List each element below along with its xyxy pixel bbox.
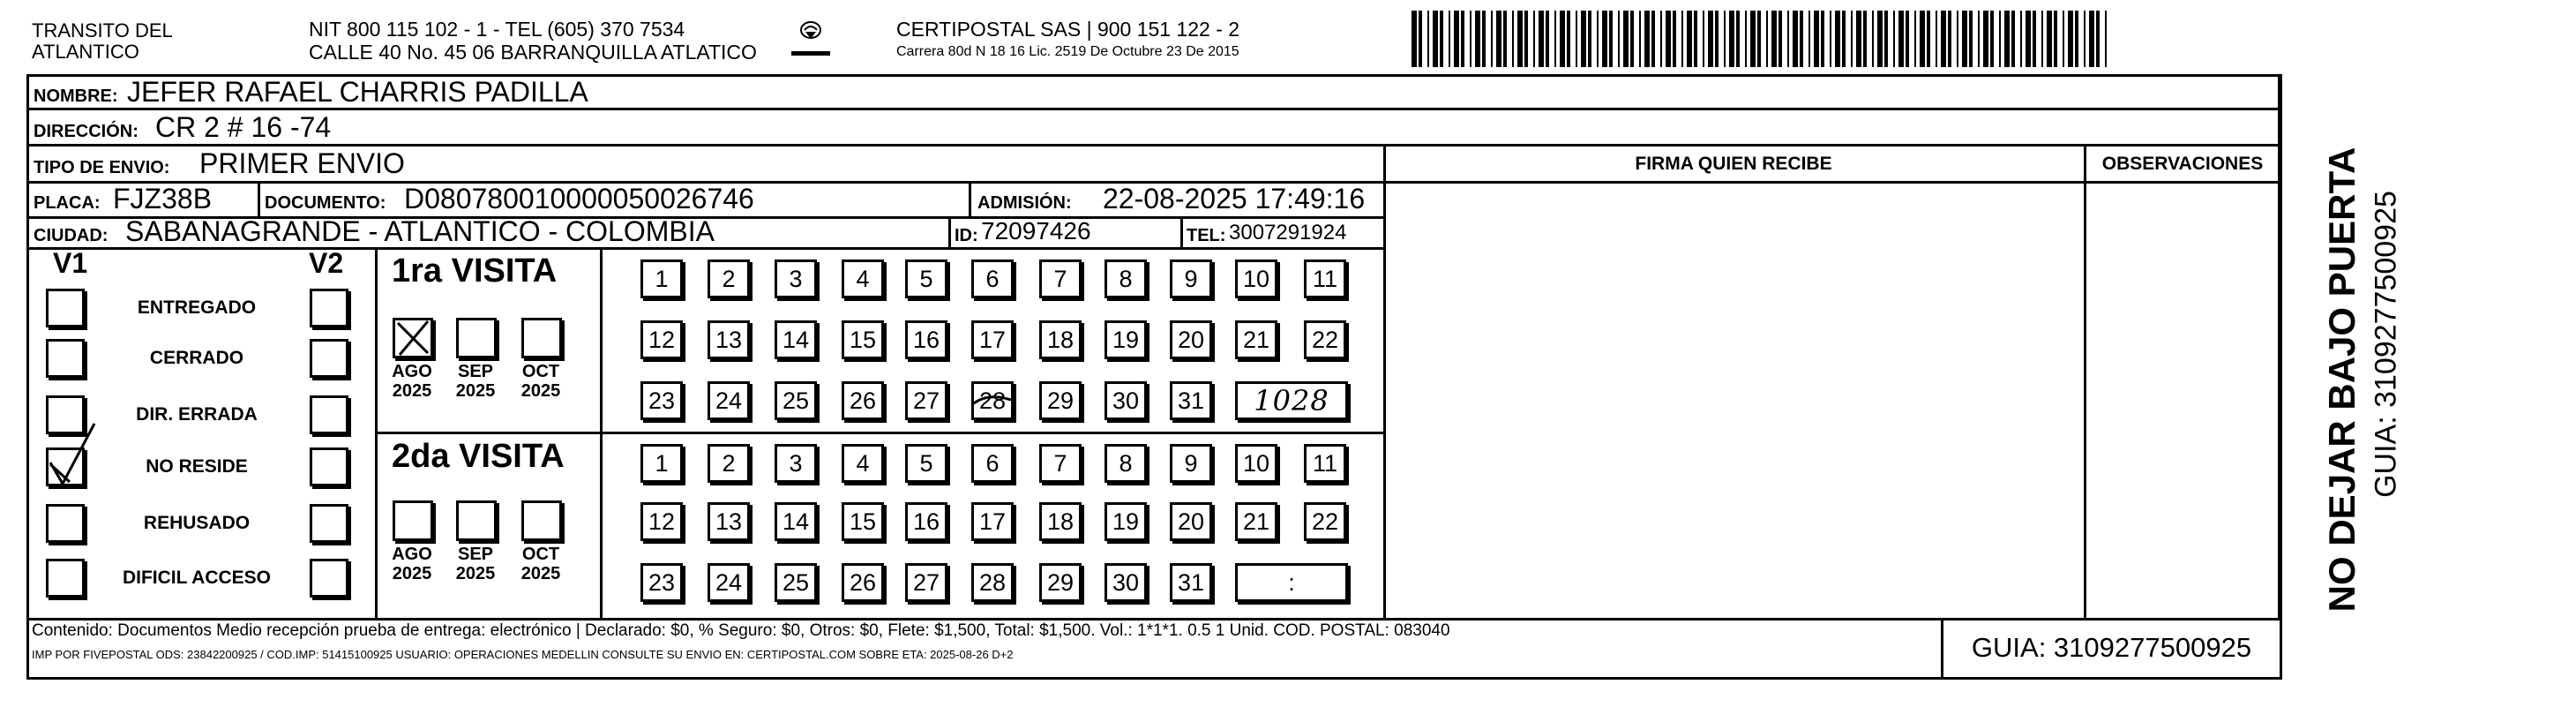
- day-box[interactable]: 9: [1170, 259, 1212, 298]
- status-label: REHUSADO: [143, 513, 251, 533]
- barcode-bar: [1597, 11, 1599, 67]
- month-checkbox[interactable]: [521, 318, 562, 358]
- scribble-icon: [970, 384, 1015, 419]
- barcode-bar: [1863, 11, 1867, 67]
- id-value: 72097426: [981, 217, 1091, 244]
- tel-label: TEL:: [1187, 226, 1226, 245]
- barcode-bar: [1412, 11, 1417, 67]
- second-visit-title: 2da VISITA: [392, 438, 565, 475]
- tipo-envio-label: TIPO DE ENVIO:: [34, 158, 170, 177]
- day-box[interactable]: 3: [775, 259, 817, 298]
- barcode-bar: [1821, 11, 1824, 67]
- nombre-label: NOMBRE:: [34, 86, 118, 106]
- day-box[interactable]: 2: [708, 259, 750, 298]
- month-label: AGO: [392, 362, 432, 381]
- barcode-bar: [1576, 11, 1577, 67]
- day-box[interactable]: 7: [1039, 259, 1082, 298]
- barcode-bar: [1630, 11, 1634, 67]
- barcode-bar: [2075, 11, 2078, 67]
- barcode-bar: [1990, 11, 1994, 67]
- footer-contenido: Contenido: Documentos Medio recepción prueba de entrega: electrónico | Declarado: $0, % Seguro: $0, Otros: $0, Flete: $1,500, Total: $1,500. Vol.: 1*1*1. 0.5 1 Unid. COD. POSTAL: 083040: [32, 621, 1450, 640]
- day-box[interactable]: 18: [1039, 502, 1082, 541]
- barcode-bar: [1644, 11, 1650, 67]
- barcode-bar: [1750, 11, 1756, 67]
- barcode-bar: [1872, 11, 1874, 67]
- barcode-bar: [1983, 11, 1988, 67]
- firma-label: FIRMA QUIEN RECIBE: [1635, 154, 1832, 174]
- barcode-bar: [1708, 11, 1713, 67]
- check-mark-icon: [43, 420, 105, 491]
- courier-name: CERTIPOSTAL SAS | 900 151 122 - 2: [896, 18, 1240, 41]
- tipo-envio-value: PRIMER ENVIO: [199, 147, 405, 179]
- barcode-bar: [2084, 11, 2086, 67]
- barcode-bar: [1651, 11, 1655, 67]
- day-box[interactable]: 19: [1105, 502, 1147, 541]
- barcode-bar: [1920, 11, 1925, 67]
- barcode-bar: [2033, 11, 2036, 67]
- day-box[interactable]: 20: [1170, 502, 1212, 541]
- observaciones-area[interactable]: [2087, 184, 2276, 616]
- sender-name-line2: ATLANTICO: [32, 41, 139, 63]
- v1-checkbox[interactable]: [46, 289, 85, 327]
- barcode-bar: [2047, 11, 2052, 67]
- courier-license: Carrera 80d N 18 16 Lic. 2519 De Octubre 23 De 2015: [896, 44, 1239, 59]
- barcode-bar: [1778, 11, 1782, 67]
- day-box[interactable]: 6: [971, 444, 1014, 483]
- nombre-value: JEFER RAFAEL CHARRIS PADILLA: [127, 76, 588, 108]
- barcode-bar: [1524, 11, 1528, 67]
- barcode-bar: [1503, 11, 1507, 67]
- barcode-bar: [1496, 11, 1501, 67]
- day-box[interactable]: 28: [971, 563, 1014, 602]
- month-label: SEP: [457, 362, 494, 381]
- barcode-bar: [1999, 11, 2001, 67]
- day-box[interactable]: 12: [640, 320, 683, 359]
- courier-logo-icon: [788, 19, 834, 62]
- status-label: CERRADO: [149, 348, 244, 368]
- x-mark-icon: [393, 318, 433, 358]
- day-box[interactable]: 24: [708, 563, 750, 602]
- day-box[interactable]: 26: [842, 381, 884, 420]
- id-label: ID:: [955, 226, 978, 245]
- barcode-bar: [1927, 11, 1930, 67]
- barcode-bar: [2054, 11, 2057, 67]
- v2-checkbox[interactable]: [310, 559, 348, 598]
- barcode-bar: [1491, 11, 1493, 67]
- side-warning: NO DEJAR BAJO PUERTA: [2321, 147, 2363, 613]
- day-box[interactable]: 5: [905, 259, 947, 298]
- barcode-bar: [1969, 11, 1973, 67]
- barcode-bar: [1800, 11, 1803, 67]
- day-box[interactable]: 30: [1105, 381, 1147, 420]
- month-checkbox[interactable]: [393, 500, 433, 541]
- day-box[interactable]: 11: [1304, 444, 1346, 483]
- month-checkbox[interactable]: [393, 318, 433, 358]
- v2-checkbox[interactable]: [310, 289, 348, 327]
- barcode-bar: [1757, 11, 1761, 67]
- ciudad-value: SABANAGRANDE - ATLANTICO - COLOMBIA: [125, 215, 715, 247]
- barcode-bar: [1673, 11, 1676, 67]
- day-box[interactable]: 3: [775, 444, 817, 483]
- admision-label: ADMISIÓN:: [977, 193, 1072, 213]
- barcode-bar: [2105, 11, 2107, 67]
- barcode-bar: [1666, 11, 1671, 67]
- admision-value: 22-08-2025 17:49:16: [1103, 183, 1366, 214]
- day-box[interactable]: 24: [708, 381, 750, 420]
- month-label: AGO: [392, 545, 432, 564]
- sender-name-line1: TRANSITO DEL: [32, 19, 173, 41]
- status-label: NO RESIDE: [146, 456, 248, 477]
- v2-checkbox[interactable]: [310, 395, 348, 434]
- status-label: DIR. ERRADA: [136, 404, 258, 425]
- barcode-bar: [1449, 11, 1450, 67]
- barcode-bar: [1440, 11, 1443, 67]
- day-box[interactable]: 13: [708, 502, 750, 541]
- barcode-bar: [1835, 11, 1840, 67]
- barcode-bar: [1884, 11, 1888, 67]
- day-box[interactable]: 8: [1105, 444, 1147, 483]
- day-box[interactable]: 17: [971, 502, 1014, 541]
- barcode-bar: [1581, 11, 1586, 67]
- barcode-bar: [1618, 11, 1620, 67]
- day-box[interactable]: 16: [905, 502, 947, 541]
- barcode-bar: [1533, 11, 1535, 67]
- day-box[interactable]: 22: [1304, 320, 1346, 359]
- barcode-bar: [1941, 11, 1946, 67]
- barcode-bar: [1639, 11, 1641, 67]
- tel-value: 3007291924: [1229, 221, 1347, 244]
- barcode-bar: [2004, 11, 2010, 67]
- day-box[interactable]: 23: [640, 563, 683, 602]
- day-box[interactable]: 4: [842, 444, 884, 483]
- day-box[interactable]: 9: [1170, 444, 1212, 483]
- barcode-bar: [1482, 11, 1486, 67]
- barcode-bar: [1609, 11, 1613, 67]
- barcode-bar: [1475, 11, 1480, 67]
- day-box[interactable]: 6: [971, 259, 1014, 298]
- barcode-bar: [1793, 11, 1798, 67]
- barcode-bar: [1830, 11, 1831, 67]
- day-box[interactable]: 12: [640, 502, 683, 541]
- day-box[interactable]: 27: [905, 563, 947, 602]
- day-box[interactable]: 29: [1039, 563, 1082, 602]
- day-box[interactable]: 29: [1039, 381, 1082, 420]
- year-label: 2025: [392, 381, 432, 401]
- barcode-bar: [2020, 11, 2022, 67]
- barcode-bar: [1745, 11, 1747, 67]
- barcode-bar: [1814, 11, 1819, 67]
- first-visit-time-value: 1028: [1254, 384, 1329, 417]
- side-guia: GUIA: 3109277500925: [2369, 191, 2403, 498]
- barcode-bar: [1687, 11, 1692, 67]
- barcode-bar: [1957, 11, 1958, 67]
- day-box[interactable]: 11: [1304, 259, 1346, 298]
- v2-checkbox[interactable]: [310, 504, 348, 543]
- day-box[interactable]: 10: [1235, 259, 1277, 298]
- year-label: 2025: [520, 564, 561, 583]
- barcode-bar: [1546, 11, 1549, 67]
- day-box[interactable]: 28: [971, 381, 1014, 420]
- firma-signature-area[interactable]: [1387, 184, 2082, 616]
- v2-checkbox[interactable]: [310, 339, 348, 378]
- day-box[interactable]: 16: [905, 320, 947, 359]
- day-box[interactable]: 7: [1039, 444, 1082, 483]
- day-box[interactable]: 15: [842, 502, 884, 541]
- v1-checkbox[interactable]: [46, 504, 85, 543]
- barcode-bar: [1419, 11, 1422, 67]
- v1-checkbox[interactable]: [46, 339, 85, 378]
- v1-checkbox[interactable]: [46, 559, 85, 598]
- barcode-bar: [1660, 11, 1662, 67]
- placa-label: PLACA:: [34, 193, 101, 213]
- day-box[interactable]: 14: [775, 320, 817, 359]
- first-visit-time-box[interactable]: [1235, 381, 1348, 420]
- barcode-bar: [1962, 11, 1967, 67]
- documento-label: DOCUMENTO:: [265, 193, 386, 213]
- day-box[interactable]: 5: [905, 444, 947, 483]
- barcode-bar: [2089, 11, 2094, 67]
- day-box[interactable]: 23: [640, 381, 683, 420]
- day-box[interactable]: 14: [775, 502, 817, 541]
- barcode-bar: [1560, 11, 1565, 67]
- day-box[interactable]: 31: [1170, 381, 1212, 420]
- barcode: [1412, 11, 2113, 67]
- month-label: OCT: [521, 545, 560, 564]
- barcode-bar: [2026, 11, 2031, 67]
- barcode-bar: [1433, 11, 1438, 67]
- month-label: SEP: [457, 545, 494, 564]
- day-box[interactable]: 1: [640, 444, 683, 483]
- day-box[interactable]: 26: [842, 563, 884, 602]
- year-label: 2025: [520, 381, 561, 401]
- year-label: 2025: [392, 564, 432, 583]
- v1-label: V1: [53, 247, 88, 279]
- second-visit-time-value: :: [1288, 569, 1295, 596]
- v2-label: V2: [309, 247, 344, 279]
- day-box[interactable]: 25: [775, 381, 817, 420]
- sender-nit: NIT 800 115 102 - 1 - TEL (605) 370 7534: [309, 18, 685, 41]
- year-label: 2025: [455, 564, 496, 583]
- barcode-bar: [1808, 11, 1810, 67]
- barcode-bar: [1470, 11, 1471, 67]
- status-label: ENTREGADO: [137, 297, 257, 318]
- day-box[interactable]: 10: [1235, 444, 1277, 483]
- first-visit-title: 1ra VISITA: [392, 252, 558, 290]
- month-label: OCT: [521, 362, 560, 381]
- v2-checkbox[interactable]: [310, 448, 348, 486]
- barcode-bar: [1893, 11, 1895, 67]
- barcode-bar: [1729, 11, 1734, 67]
- observaciones-label: OBSERVACIONES: [2101, 154, 2264, 174]
- year-label: 2025: [455, 381, 496, 401]
- day-box[interactable]: 15: [842, 320, 884, 359]
- barcode-bar: [1842, 11, 1846, 67]
- barcode-bar: [1736, 11, 1740, 67]
- barcode-bar: [1771, 11, 1777, 67]
- barcode-bar: [1851, 11, 1853, 67]
- second-visit-time-box[interactable]: [1235, 563, 1348, 602]
- day-box[interactable]: 8: [1105, 259, 1147, 298]
- barcode-bar: [2096, 11, 2100, 67]
- barcode-bar: [1539, 11, 1544, 67]
- barcode-bar: [1703, 11, 1704, 67]
- barcode-bar: [1906, 11, 1909, 67]
- barcode-bar: [1588, 11, 1591, 67]
- day-box[interactable]: 21: [1235, 320, 1277, 359]
- barcode-bar: [1427, 11, 1429, 67]
- barcode-bar: [1715, 11, 1719, 67]
- documento-value: D080780010000050026746: [404, 183, 754, 214]
- direccion-label: DIRECCIÓN:: [34, 122, 139, 141]
- barcode-bar: [1856, 11, 1861, 67]
- footer-imp: IMP POR FIVEPOSTAL ODS: 23842200925 / COD.IMP: 51415100925 USUARIO: OPERACIONES MEDELLIN CONSULTE SU ENVIO EN: CERTIPOSTAL.COM SOBRE ETA: 2025-08-26 D+2: [32, 648, 1014, 661]
- day-box[interactable]: 18: [1039, 320, 1082, 359]
- status-label: DIFICIL ACCESO: [122, 568, 271, 588]
- barcode-bar: [1694, 11, 1697, 67]
- barcode-bar: [1602, 11, 1607, 67]
- day-box[interactable]: 19: [1105, 320, 1147, 359]
- barcode-bar: [1623, 11, 1629, 67]
- placa-value: FJZ38B: [113, 183, 213, 214]
- v1-checkbox[interactable]: [46, 448, 85, 486]
- day-box[interactable]: 1: [640, 259, 683, 298]
- barcode-bar: [1724, 11, 1726, 67]
- barcode-bar: [1898, 11, 1904, 67]
- barcode-bar: [1567, 11, 1570, 67]
- barcode-bar: [1787, 11, 1789, 67]
- barcode-bar: [1554, 11, 1556, 67]
- month-checkbox[interactable]: [456, 318, 497, 358]
- day-box[interactable]: 13: [708, 320, 750, 359]
- day-box[interactable]: 25: [775, 563, 817, 602]
- day-box[interactable]: 21: [1235, 502, 1277, 541]
- day-box[interactable]: 27: [905, 381, 947, 420]
- barcode-bar: [1517, 11, 1523, 67]
- day-box[interactable]: 17: [971, 320, 1014, 359]
- barcode-bar: [2011, 11, 2015, 67]
- barcode-bar: [1681, 11, 1683, 67]
- barcode-bar: [1877, 11, 1883, 67]
- barcode-bar: [1914, 11, 1916, 67]
- sender-address: CALLE 40 No. 45 06 BARRANQUILLA ATLATICO: [309, 41, 757, 64]
- day-box[interactable]: 2: [708, 444, 750, 483]
- month-checkbox[interactable]: [456, 500, 497, 541]
- day-box[interactable]: 4: [842, 259, 884, 298]
- day-box[interactable]: 22: [1304, 502, 1346, 541]
- barcode-bar: [1978, 11, 1980, 67]
- day-box[interactable]: 20: [1170, 320, 1212, 359]
- barcode-bar: [2063, 11, 2064, 67]
- barcode-bar: [1936, 11, 1937, 67]
- barcode-bar: [1454, 11, 1459, 67]
- barcode-bar: [1512, 11, 1514, 67]
- barcode-bar: [1948, 11, 1951, 67]
- barcode-bar: [2068, 11, 2073, 67]
- ciudad-label: CIUDAD:: [34, 226, 109, 245]
- day-box[interactable]: 31: [1170, 563, 1212, 602]
- barcode-bar: [1461, 11, 1464, 67]
- footer-guia: GUIA: 3109277500925: [1971, 632, 2252, 663]
- month-checkbox[interactable]: [521, 500, 562, 541]
- direccion-value: CR 2 # 16 -74: [155, 111, 332, 143]
- day-box[interactable]: 30: [1105, 563, 1147, 602]
- barcode-bar: [2041, 11, 2043, 67]
- barcode-bar: [1766, 11, 1768, 67]
